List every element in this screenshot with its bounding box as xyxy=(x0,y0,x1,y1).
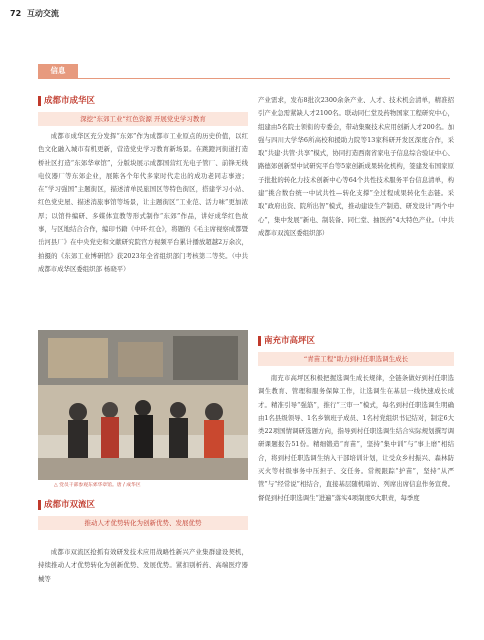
museum-photo-image xyxy=(38,330,248,480)
section-title-gaoping: 南充市高坪区 xyxy=(258,336,315,346)
article-shuangliu-body: 成都市双流区抢抓有效研发技术应用战略性新兴产业集群建设契机，持续推动人才优势转化为创新优势、发展优势。紧扣别析药、高端医疗器械等 xyxy=(38,548,248,583)
museum-photo xyxy=(38,330,248,480)
article-chenghua-body: 成都市成华区充分发挥“东郊”作为成都市工业原点的历史价值，以红色文化融入城市有机更新，营造党史学习教育新场景。在跳蹬河街道打造桥社区打造“东郊华章馆”，分版块展示成都国营红光电子管厂、前锋无线电仪器厂等东郊企业，展陈各个年代多家时代走出的成功老同志事迹；在“学习强国”主题街区，描述清单民旅国区等特色街区，搭建学习小站、红色党史屋、描述消旅事馆等场景，让主题街区“工业范、活力味”更加浓厚；以馆件编研、多媒体宣教等形式制作“东郊”作品，讲好成华红色故事，与区地结合合作，编印书籍《中环·红仓》，将题的《毛主席视察成都暨岳河县厂》在中央党史和文献研究院官方视频平台累计播放超越2万余次，拍摄的《东郊工业博研馆》获2023年全省组织部门考核第二等奖。（中共成都市成华区委组织部 杨晓平） xyxy=(38,132,248,273)
article-gaoping xyxy=(258,372,454,505)
page-header xyxy=(10,8,59,19)
photo-caption: △ 党员干部参观东郊华章馆。唐 / 成华区 xyxy=(54,483,141,488)
page-number: 72 xyxy=(10,9,22,18)
section-subtitle-shuangliu: 推动人才优势转化为创新优势、发展优势 xyxy=(38,516,248,530)
section-subtitle-gaoping: “青苗工程”助力到村任职选调生成长 xyxy=(258,352,454,366)
section-title-chenghua: 成都市成华区 xyxy=(38,96,95,106)
section-title-shuangliu: 成都市双流区 xyxy=(38,500,95,510)
section-subtitle-chenghua: 深挖“东郊工业”红色资源 开展党史学习教育 xyxy=(38,112,248,126)
article-shuangliu-body-continued: 产业需求，发布8批次2300余条产业、人才、技术机会清单，精准招引产业急需紧缺人才2100名。联动同仁堂及药物国家工程研究中心，组建由5名院士领衔的专委会，带动集聚技术应用创新人才200名。加强与四川大学华6所高校和援助力院等13家科研开发区深度合作，采取“共建·共管·共享”模式，协同打造西南省家电子信息综合验证中心、路德郊创新型中试研究平台等5家创新成果转化机构，签建发布国家原子批批的转化力技术创新中心等64个共性技术服务平台信息清单，构建“挑合数台统一中试共性—转化支撑”全过程成果转化生态链。采取“政府出资、院所出智”模式，推动建设生产制造、研发设计“两个中心”，集中发展“新电、制装备、同仁堂、抽医药”4大特色产业。（中共成都市双流区委组织部） xyxy=(258,96,454,237)
article-chenghua xyxy=(38,130,248,276)
info-divider xyxy=(38,78,450,79)
info-label: 信息 xyxy=(38,64,78,78)
article-gaoping-body: 南充市高坪区积极把握选调生成长规律，全链条做好到村任职选调生教育、管理和服务保障工作，让选调生在基层一线快速成长成才。精准引导“强筋”，推行“三审一”模式，每名到村任职选调生明确由1名县级领导、1名乡镇班子成员、1名村党组织书记结对，制定6大类22项国情调研选题方向，指导到村任职选调生结合实际规划撰写调研课题报告51份。精细锻造“育苗”，坚持“集中训”与“事上磨”相结合，将到村任职选调生纳入干部培训计划，让受众乡村振兴、森林防灭火等村级事务中压担子、交任务。常规跟踪“护苗”，坚持“从严管”与“经常说”相结合，直接基层随机暗访、列席出席信息作务宣费。督促到村任职选调生“进遍”落实4项制度6大职责，每季度 xyxy=(258,374,454,502)
article-shuangliu xyxy=(38,546,248,586)
section-name: 互动交流 xyxy=(26,9,59,18)
article-shuangliu-continued xyxy=(258,94,454,240)
